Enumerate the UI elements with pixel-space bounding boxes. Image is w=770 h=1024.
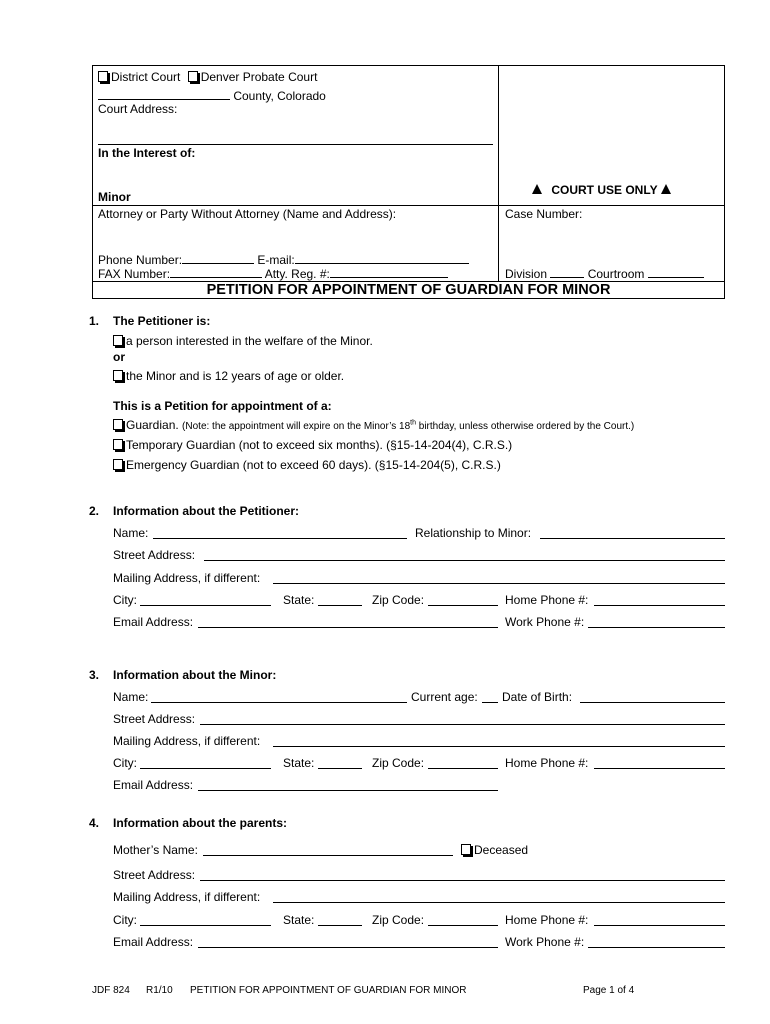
petitioner-email-field[interactable] [198,615,498,628]
mother-deceased-option [461,843,528,857]
interest-label: In the Interest of: [98,146,196,160]
minor-label: Minor [98,190,131,204]
temporary-guardian-label: Temporary Guardian (not to exceed six months). (§15-14-204(4), C.R.S.) [126,438,513,452]
parent-work-phone-label: Work Phone #: [505,935,585,949]
petitioner-street-field[interactable] [204,548,725,561]
parent-zip-field[interactable] [428,913,498,926]
division-label: Division [505,267,548,281]
minor-street-label: Street Address: [113,712,196,726]
section1-heading: The Petitioner is: [113,314,211,328]
parent-city-label: City: [113,913,137,927]
minor-name-field[interactable] [151,690,407,703]
denver-probate-label: Denver Probate Court [200,70,318,84]
case-number-label: Case Number: [505,207,583,221]
footer-form-id: JDF 824 [92,985,130,996]
petitioner-work-phone-field[interactable] [588,615,725,628]
current-age-label: Current age: [411,690,478,704]
petitioner-street-label: Street Address: [113,548,196,562]
footer-page-number: Page 1 of 4 [583,985,635,996]
emergency-guardian-option [113,458,501,472]
minor-home-phone-label: Home Phone #: [505,756,589,770]
petitioner-mailing-field[interactable] [273,571,725,584]
parent-email-label: Email Address: [113,935,194,949]
district-court-checkbox[interactable] [98,71,108,82]
parent-home-phone-label: Home Phone #: [505,913,589,927]
parent-home-phone-field[interactable] [594,913,725,926]
caption-divider-attorney [92,205,725,206]
interested-person-label: a person interested in the welfare of the Minor. [126,334,373,348]
caption-border-right [724,65,725,299]
current-age-field[interactable] [482,690,498,703]
petitioner-state-label: State: [283,593,315,607]
section1-number: 1. [89,314,100,328]
footer-revision: R1/10 [146,985,173,996]
parent-street-field[interactable] [200,868,725,881]
attorney-label: Attorney or Party Without Attorney (Name and Address): [98,207,397,221]
courtroom-field[interactable] [648,265,704,278]
phone-label: Phone Number: [98,253,183,267]
petitioner-email-label: Email Address: [113,615,194,629]
email-label: E-mail: [257,253,295,267]
mother-name-field[interactable] [203,843,453,856]
court-use-only [532,183,671,197]
petition-type-heading: This is a Petition for appointment of a: [113,399,332,413]
caption-border-left [92,65,93,299]
footer-form-title: PETITION FOR APPOINTMENT OF GUARDIAN FOR MINOR [190,985,467,996]
section4-heading: Information about the parents: [113,816,287,830]
court-use-only-label: COURT USE ONLY [551,183,658,197]
minor-12-label: the Minor and is 12 years of age or older. [126,369,345,383]
fax-field[interactable] [170,265,262,278]
fax-label: FAX Number: [98,267,171,281]
caption-border-top [92,65,725,66]
parent-city-field[interactable] [140,913,271,926]
triangle-left-icon [532,184,542,194]
minor-city-label: City: [113,756,137,770]
court-selection [98,70,317,84]
petitioner-mailing-label: Mailing Address, if different: [113,571,261,585]
mother-deceased-checkbox[interactable] [461,844,471,855]
petitioner-option-interested [113,334,373,348]
temporary-guardian-checkbox[interactable] [113,439,123,450]
parent-zip-label: Zip Code: [372,913,425,927]
minor-12-checkbox[interactable] [113,370,123,381]
parent-state-label: State: [283,913,315,927]
county-label: County, Colorado [233,89,326,103]
mother-deceased-label: Deceased [474,843,529,857]
caption-divider-vertical [498,65,499,281]
section3-heading: Information about the Minor: [113,668,277,682]
petitioner-zip-field[interactable] [428,593,498,606]
petitioner-state-field[interactable] [318,593,362,606]
guardian-label: Guardian. [126,418,179,432]
parent-mailing-label: Mailing Address, if different: [113,890,261,904]
minor-home-phone-field[interactable] [594,756,725,769]
temporary-guardian-option [113,438,512,452]
county-line [98,87,326,103]
courtroom-label: Courtroom [587,267,645,281]
dob-field[interactable] [580,690,725,703]
minor-zip-field[interactable] [428,756,498,769]
petitioner-city-field[interactable] [140,593,271,606]
district-court-label: District Court [111,70,181,84]
emergency-guardian-label: Emergency Guardian (not to exceed 60 days). (§15-14-204(5), C.R.S.) [126,458,501,472]
fax-reg-line [98,265,448,281]
petitioner-option-minor [113,369,344,383]
interest-name-line [98,144,493,145]
court-address-label: Court Address: [98,102,178,116]
emergency-guardian-checkbox[interactable] [113,459,123,470]
denver-probate-checkbox[interactable] [188,71,198,82]
relationship-field[interactable] [540,526,725,539]
section2-number: 2. [89,504,100,518]
dob-label: Date of Birth: [502,690,573,704]
minor-mailing-label: Mailing Address, if different: [113,734,261,748]
email-field[interactable] [295,251,469,264]
parent-state-field[interactable] [318,913,362,926]
section3-number: 3. [89,668,100,682]
minor-email-field[interactable] [198,778,498,791]
parent-work-phone-field[interactable] [588,935,725,948]
petitioner-name-label: Name: [113,526,149,540]
atty-reg-label: Atty. Reg. #: [264,267,330,281]
minor-city-field[interactable] [140,756,271,769]
division-courtroom-line [505,265,704,281]
section4-number: 4. [89,816,100,830]
form-title: PETITION FOR APPOINTMENT OF GUARDIAN FOR MINOR [206,282,611,298]
or-label: or [113,350,125,364]
section2-heading: Information about the Petitioner: [113,504,299,518]
petitioner-home-phone-field[interactable] [594,593,725,606]
minor-name-label: Name: [113,690,149,704]
parent-email-field[interactable] [198,935,498,948]
parent-street-label: Street Address: [113,868,196,882]
minor-state-field[interactable] [318,756,362,769]
guardian-option [113,418,634,432]
minor-state-label: State: [283,756,315,770]
petitioner-work-phone-label: Work Phone #: [505,615,585,629]
caption-border-bottom [92,298,725,299]
parent-mailing-field[interactable] [273,890,725,903]
petitioner-name-field[interactable] [153,526,407,539]
petitioner-city-label: City: [113,593,137,607]
minor-zip-label: Zip Code: [372,756,425,770]
petitioner-home-phone-label: Home Phone #: [505,593,589,607]
minor-street-field[interactable] [200,712,725,725]
atty-reg-field[interactable] [330,265,448,278]
guardian-note: (Note: the appointment will expire on the Minor’s 18th birthday, unless otherwise ordered by the Court.) [182,419,635,432]
triangle-right-icon [661,184,671,194]
interested-person-checkbox[interactable] [113,335,123,346]
relationship-label: Relationship to Minor: [415,526,532,540]
county-field[interactable] [98,87,230,100]
minor-mailing-field[interactable] [273,734,725,747]
phone-field[interactable] [182,251,254,264]
mother-name-label: Mother’s Name: [113,843,198,857]
petitioner-zip-label: Zip Code: [372,593,425,607]
guardian-checkbox[interactable] [113,419,123,430]
minor-email-label: Email Address: [113,778,194,792]
division-field[interactable] [550,265,584,278]
